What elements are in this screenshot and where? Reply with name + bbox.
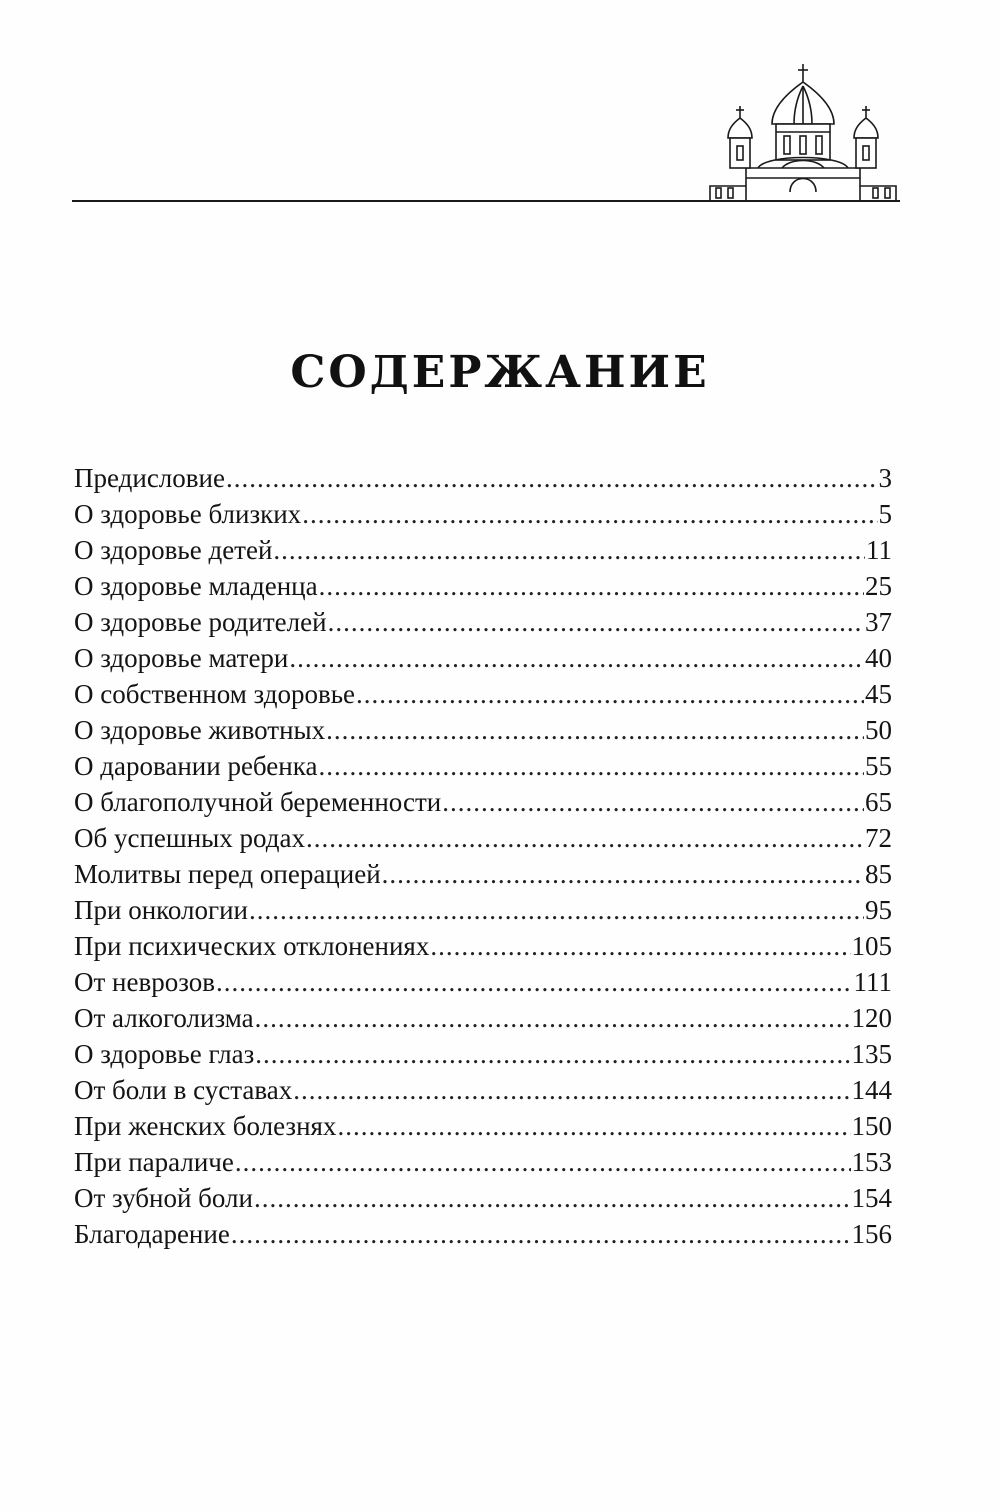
toc-entry xyxy=(74,820,892,856)
toc-entry xyxy=(74,568,892,604)
toc-entry-title: О здоровье животных xyxy=(74,715,326,745)
toc-dot-leader xyxy=(337,1108,850,1144)
toc-dot-leader xyxy=(273,532,865,568)
toc-entry xyxy=(74,496,892,532)
toc-entry xyxy=(74,460,892,496)
toc-entry-title: О здоровье родителей xyxy=(74,607,327,637)
toc-entry-title: О здоровье близких xyxy=(74,499,302,529)
toc-entry-page-number: 37 xyxy=(865,607,892,637)
toc-entry xyxy=(74,784,892,820)
toc-entry xyxy=(74,1072,892,1108)
toc-entry xyxy=(74,928,892,964)
toc-entry-title: О благополучной беременности xyxy=(74,787,442,817)
toc-entry xyxy=(74,1036,892,1072)
toc-entry xyxy=(74,1180,892,1216)
toc-entry-title: При онкологии xyxy=(74,895,248,925)
toc-entry xyxy=(74,640,892,676)
toc-entry xyxy=(74,892,892,928)
toc-entry-page-number: 25 xyxy=(865,571,892,601)
toc-entry xyxy=(74,604,892,640)
toc-dot-leader xyxy=(319,568,864,604)
toc-entry-title: При психических отклонениях xyxy=(74,931,430,961)
toc-dot-leader xyxy=(302,496,877,532)
toc-entry-page-number: 50 xyxy=(865,715,892,745)
table-of-contents xyxy=(74,460,892,1252)
toc-entry xyxy=(74,1216,892,1252)
toc-entry-page-number: 72 xyxy=(865,823,892,853)
toc-entry-page-number: 120 xyxy=(851,1003,892,1033)
toc-entry-page-number: 105 xyxy=(851,931,892,961)
toc-entry-page-number: 3 xyxy=(878,463,892,493)
toc-entry-page-number: 111 xyxy=(853,967,892,997)
toc-dot-leader xyxy=(442,784,864,820)
toc-entry-page-number: 150 xyxy=(851,1111,892,1141)
toc-entry-title: О здоровье детей xyxy=(74,535,273,565)
toc-dot-leader xyxy=(254,1180,851,1216)
toc-entry xyxy=(74,748,892,784)
toc-entry-page-number: 135 xyxy=(851,1039,892,1069)
toc-entry xyxy=(74,1000,892,1036)
cathedral-icon xyxy=(706,62,900,202)
toc-dot-leader xyxy=(306,820,864,856)
toc-entry-title: О здоровье матери xyxy=(74,643,289,673)
toc-entry xyxy=(74,676,892,712)
toc-entry-page-number: 144 xyxy=(851,1075,892,1105)
toc-entry xyxy=(74,532,892,568)
toc-entry-page-number: 153 xyxy=(851,1147,892,1177)
toc-entry xyxy=(74,1144,892,1180)
toc-dot-leader xyxy=(226,460,878,496)
toc-dot-leader xyxy=(255,1036,850,1072)
toc-entry-page-number: 95 xyxy=(865,895,892,925)
toc-dot-leader xyxy=(382,856,864,892)
toc-entry-title: О собственном здоровье xyxy=(74,679,356,709)
page-title: СОДЕРЖАНИЕ xyxy=(290,347,710,399)
toc-entry-page-number: 55 xyxy=(865,751,892,781)
toc-entry-page-number: 5 xyxy=(878,499,892,529)
toc-entry-title: О здоровье младенца xyxy=(74,571,318,601)
toc-dot-leader xyxy=(216,964,853,1000)
toc-entry-title: При параличе xyxy=(74,1147,234,1177)
toc-entry-title: От боли в суставах xyxy=(74,1075,293,1105)
toc-entry xyxy=(74,712,892,748)
header-rule xyxy=(72,200,900,202)
toc-dot-leader xyxy=(328,604,864,640)
toc-dot-leader xyxy=(289,640,864,676)
toc-entry-title: От алкоголизма xyxy=(74,1003,254,1033)
toc-entry-page-number: 154 xyxy=(851,1183,892,1213)
toc-entry-title: При женских болезнях xyxy=(74,1111,337,1141)
toc-entry-page-number: 11 xyxy=(866,535,892,565)
toc-entry-title: Молитвы перед операцией xyxy=(74,859,381,889)
toc-entry-page-number: 65 xyxy=(865,787,892,817)
toc-entry xyxy=(74,856,892,892)
toc-entry-title: О даровании ребенка xyxy=(74,751,318,781)
toc-entry-page-number: 45 xyxy=(865,679,892,709)
toc-dot-leader xyxy=(356,676,864,712)
toc-entry-title: От неврозов xyxy=(74,967,215,997)
toc-entry xyxy=(74,1108,892,1144)
toc-dot-leader xyxy=(318,748,864,784)
toc-dot-leader xyxy=(326,712,864,748)
toc-dot-leader xyxy=(231,1216,851,1252)
toc-entry-page-number: 156 xyxy=(851,1219,892,1249)
toc-entry-page-number: 85 xyxy=(865,859,892,889)
toc-entry-title: Благодарение xyxy=(74,1219,230,1249)
toc-entry-title: О здоровье глаз xyxy=(74,1039,255,1069)
toc-entry-title: Предисловие xyxy=(74,463,225,493)
toc-entry-page-number: 40 xyxy=(865,643,892,673)
toc-dot-leader xyxy=(293,1072,850,1108)
toc-entry-title: Об успешных родах xyxy=(74,823,305,853)
toc-dot-leader xyxy=(235,1144,851,1180)
toc-dot-leader xyxy=(430,928,850,964)
toc-entry xyxy=(74,964,892,1000)
toc-dot-leader xyxy=(255,1000,851,1036)
toc-entry-title: От зубной боли xyxy=(74,1183,253,1213)
toc-dot-leader xyxy=(249,892,864,928)
